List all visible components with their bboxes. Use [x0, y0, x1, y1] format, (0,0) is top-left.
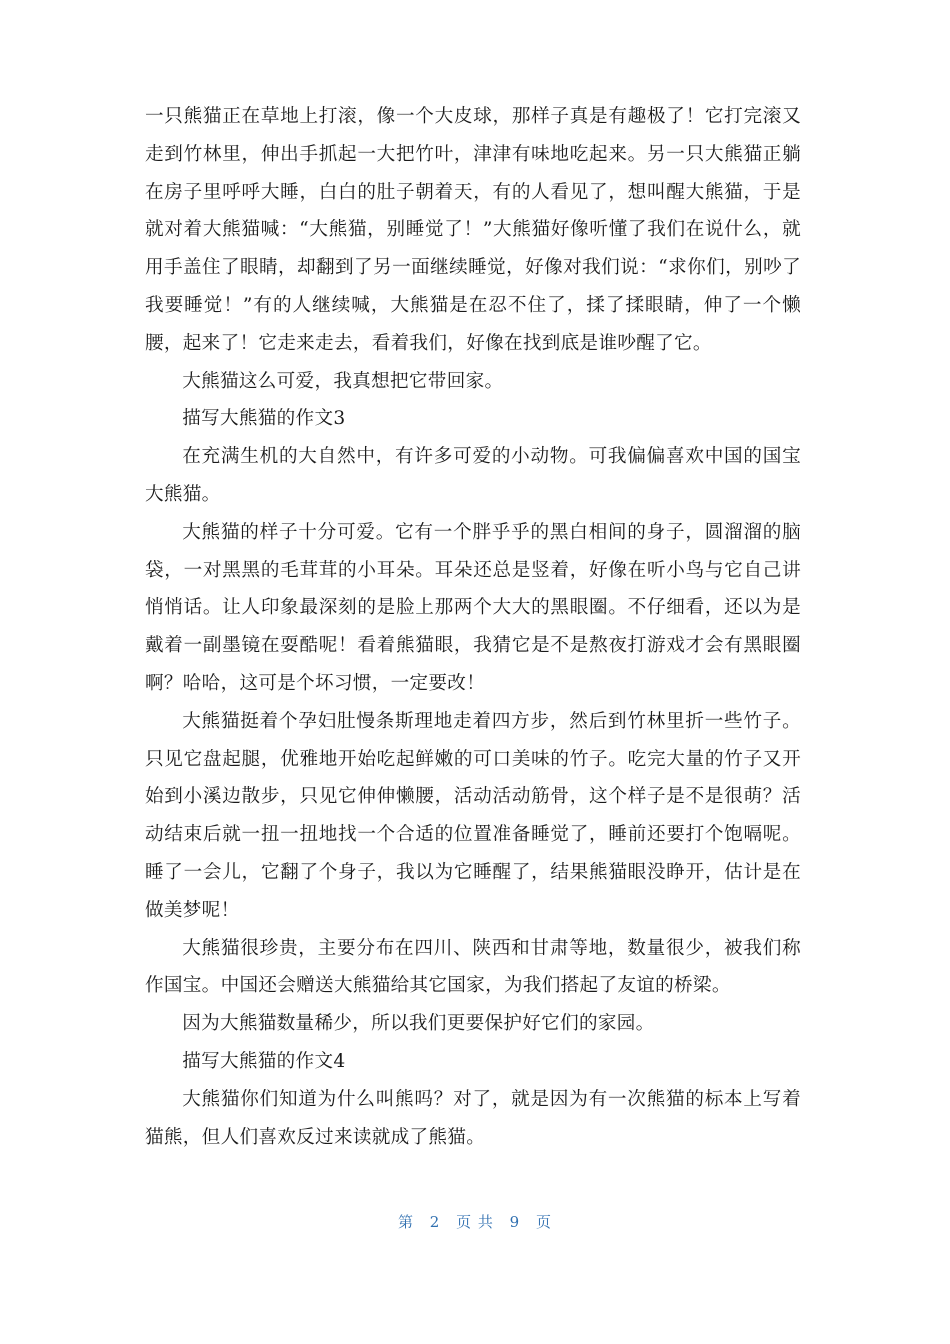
section-heading-3: 描写大熊猫的作文3	[182, 408, 346, 430]
paragraph-4: 在充满生机的大自然中，有许多可爱的小动物。可我偏偏喜欢中国的国宝大熊猫。	[145, 446, 801, 505]
paragraph-8: 因为大熊猫数量稀少，所以我们更要保护好它们的家园。	[182, 1013, 655, 1035]
paragraph-10: 大熊猫你们知道为什么叫熊吗？对了，就是因为有一次熊猫的标本上写着猫熊，但人们喜欢反过来读就成了熊猫。	[145, 1088, 801, 1148]
section-heading-4: 描写大熊猫的作文4	[182, 1050, 346, 1072]
footer-total-pages: 9	[509, 1213, 521, 1231]
footer-prefix: 第	[397, 1213, 414, 1231]
paragraph-5: 大熊猫的样子十分可爱。它有一个胖乎乎的黑白相间的身子，圆溜溜的脑袋，一对黑黑的毛茸茸的小耳朵。耳朵还总是竖着，好像在听小鸟与它自己讲悄悄话。让人印象最深刻的是脸上那两个大大的黑眼圈。不仔细看，还以为是戴着一副墨镜在耍酷呢！看着熊猫眼，我猜它是不是熬夜打游戏才会有黑眼圈啊？哈哈，这可是个坏习惯，一定要改！	[145, 521, 801, 694]
page-footer	[0, 1211, 950, 1232]
paragraph-1: 一只熊猫正在草地上打滚，像一个大皮球，那样子真是有趣极了！它打完滚又走到竹林里，伸出手抓起一大把竹叶，津津有味地吃起来。另一只大熊猫正躺在房子里呼呼大睡，白白的肚子朝着天，有的人看见了，想叫醒大熊猫，于是就对着大熊猫喊：“大熊猫，别睡觉了！”大熊猫好像听懂了我们在说什么，就用手盖住了眼睛，却翻到了另一面继续睡觉，好像对我们说：“求你们，别吵了我要睡觉！”有的人继续喊，大熊猫是在忍不住了，揉了揉眼睛，伸了一个懒腰，起来了！它走来走去，看着我们，好像在找到底是谁吵醒了它。	[145, 106, 801, 354]
footer-middle: 页 共	[456, 1213, 494, 1231]
paragraph-7: 大熊猫很珍贵，主要分布在四川、陕西和甘肃等地，数量很少，被我们称作国宝。中国还会赠送大熊猫给其它国家，为我们搭起了友谊的桥梁。	[145, 937, 801, 997]
paragraph-6: 大熊猫挺着个孕妇肚慢条斯理地走着四方步，然后到竹林里折一些竹子。只见它盘起腿，优雅地开始吃起鲜嫩的可口美味的竹子。吃完大量的竹子又开始到小溪边散步，只见它伸伸懒腰，活动活动筋骨，这个样子是不是很萌？活动结束后就一扭一扭地找一个合适的位置准备睡觉了，睡前还要打个饱嗝呢。睡了一会儿，它翻了个身子，我以为它睡醒了，结果熊猫眼没睁开，估计是在做美梦呢！	[145, 710, 801, 921]
document-body	[145, 98, 801, 1156]
footer-current-page: 2	[429, 1213, 441, 1231]
footer-suffix: 页	[536, 1213, 553, 1231]
paragraph-2: 大熊猫这么可爱，我真想把它带回家。	[182, 370, 504, 392]
